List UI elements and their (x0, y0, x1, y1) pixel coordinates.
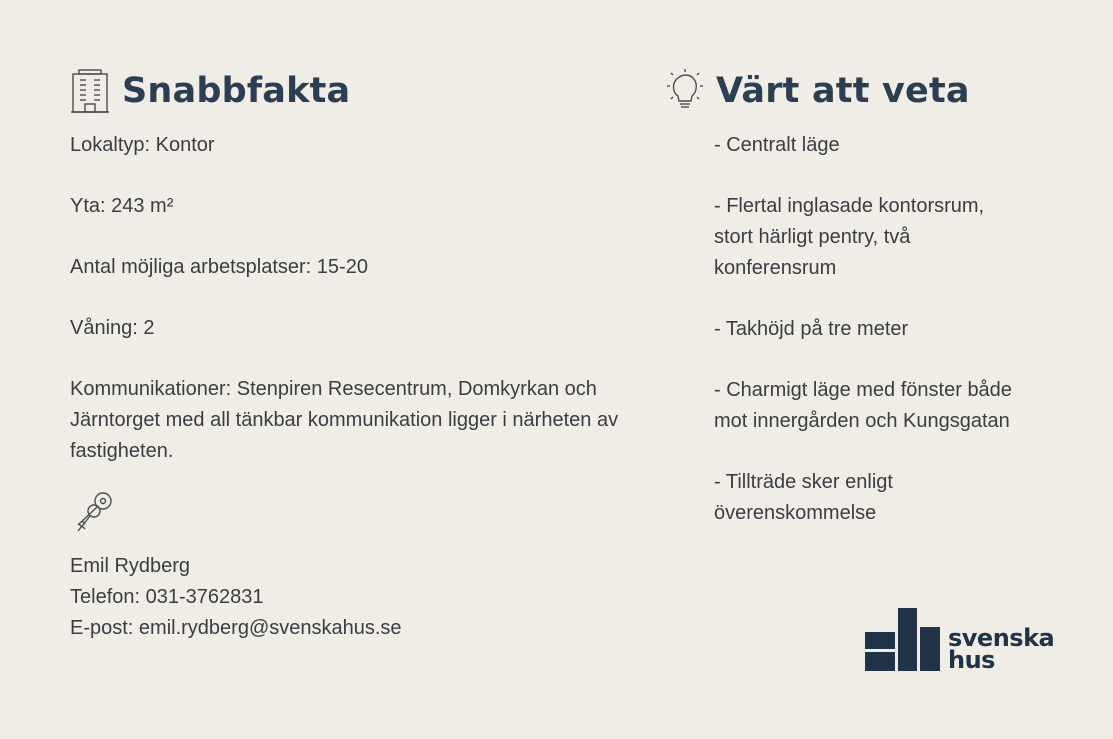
vart-att-veta-title: Värt att veta (716, 71, 970, 111)
logo-text (948, 624, 1055, 674)
arbetsplatser-text: Antal möjliga arbetsplatser: 15-20 (70, 256, 368, 278)
svenska-hus-logo (865, 608, 1055, 674)
contact-phone: Telefon: 031-3762831 (70, 586, 264, 608)
lightbulb-icon (666, 68, 704, 114)
vart-att-veta-heading (666, 66, 1066, 116)
fact-item: - Charmigt läge med fönster både mot innergården och Kungsgatan (714, 379, 1012, 432)
lokaltyp-text: Lokaltyp: Kontor (70, 134, 215, 156)
keys-icon (70, 489, 116, 535)
yta-text: Yta: 243 m² (70, 195, 174, 217)
kommunikationer-text: Kommunikationer: Stenpiren Resecentrum, Domkyrkan och Järntorget med all tänkbar kommunikation ligger i närheten av fastigheten. (70, 378, 619, 462)
logo-line1: svenska (948, 624, 1055, 652)
fact-item: - Takhöjd på tre meter (714, 318, 909, 340)
logo-line2: hus (948, 646, 995, 674)
snabbfakta-title: Snabbfakta (122, 71, 351, 111)
building-icon (70, 68, 110, 114)
contact-name: Emil Rydberg (70, 555, 191, 577)
snabbfakta-section (70, 66, 630, 644)
fact-item: - Flertal inglasade kontorsrum, stort härligt pentry, två konferensrum (714, 195, 985, 279)
fact-item: - Tillträde sker enligt överenskommelse (714, 471, 893, 524)
vart-att-veta-section (666, 66, 1066, 559)
logo-mark-icon (865, 608, 940, 671)
fact-item: - Centralt läge (714, 134, 840, 156)
contact-block (70, 551, 630, 644)
contact-email: E-post: emil.rydberg@svenskahus.se (70, 617, 402, 639)
snabbfakta-heading (70, 66, 630, 116)
vaning-text: Våning: 2 (70, 317, 155, 339)
